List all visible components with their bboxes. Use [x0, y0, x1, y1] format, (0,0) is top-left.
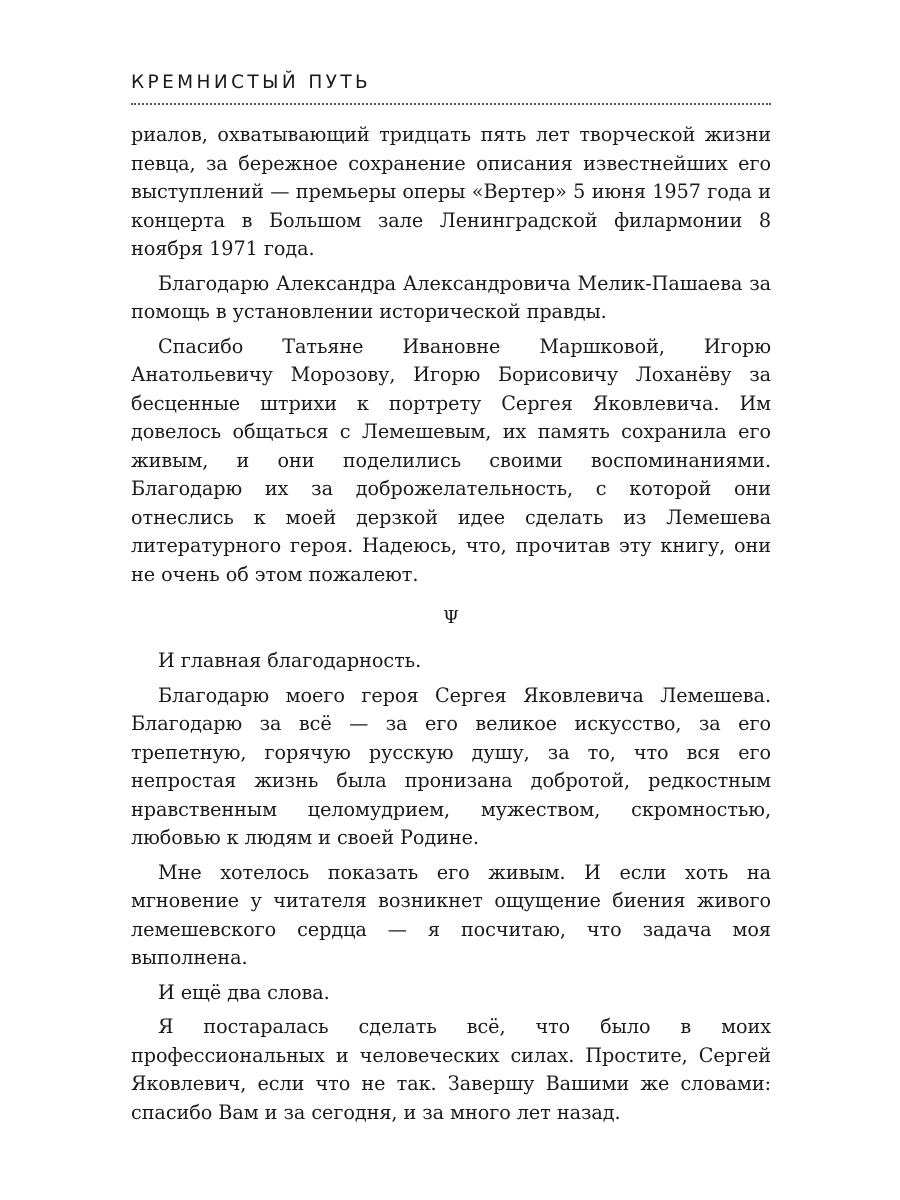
paragraph-closing: Я постаралась сделать всё, что было в моих профессиональных и человеческих силах. Простите, Сергей Яковлевич, если что не так. Завершу Вашими же словами: спасибо Вам и за сегодня, и за много лет назад. [131, 1015, 771, 1124]
paragraph-continuation: риалов, охватывающий тридцать пять лет творческой жизни певца, за бережное сохранение описания известнейших его выступлений — премьеры оперы «Вертер» 5 июня 1957 года и концерта в Большом зале Ленинградской филармонии 8 ноября 1971 года. [131, 123, 771, 260]
header-dotted-rule [131, 103, 771, 105]
paragraph-thanks-contemporaries: Спасибо Татьяне Ивановне Маршковой, Игорю Анатольевичу Морозову, Игорю Борисовичу Лоханёву за бесценные штрихи к портрету Сергея Яковлевича. Им довелось общаться с Лемешевым, их память сохранила его живым, и они поделились своими воспоминаниями. Благодарю их за доброжелательность, с которой они отнеслись к моей дерзкой идее сделать из Лемешева литературного героя. Надеюсь, что, прочитав эту книгу, они не очень об этом пожалеют. [131, 334, 771, 586]
paragraph-melik-pashaev: Благодарю Александра Александровича Мелик-Пашаева за помощь в установлении исторической правды. [131, 271, 771, 323]
psi-ornament-icon: Ψ [443, 607, 459, 628]
paragraph-main-gratitude: И главная благодарность. [158, 649, 422, 672]
paragraph-thanks-hero: Благодарю моего героя Сергея Яковлевича Лемешева. Благодарю за всё — за его великое искусство, за его трепетную, горячую русскую душу, за то, что вся его непростая жизнь была пронизана добротой, редкостным нравственным целомудрием, мужеством, скромностью, любовью к людям и своей Родине. [131, 683, 771, 849]
paragraph-show-him-alive: Мне хотелось показать его живым. И если хоть на мгновение у читателя возникнет ощущение биения живого лемешевского сердца — я посчитаю, что задача моя выполнена. [131, 860, 771, 969]
paragraph-two-more-words: И ещё два слова. [158, 980, 330, 1004]
running-head-title: КРЕМНИСТЫЙ ПУТЬ [131, 72, 372, 93]
body-text [131, 121, 771, 1127]
section-divider [131, 592, 771, 644]
